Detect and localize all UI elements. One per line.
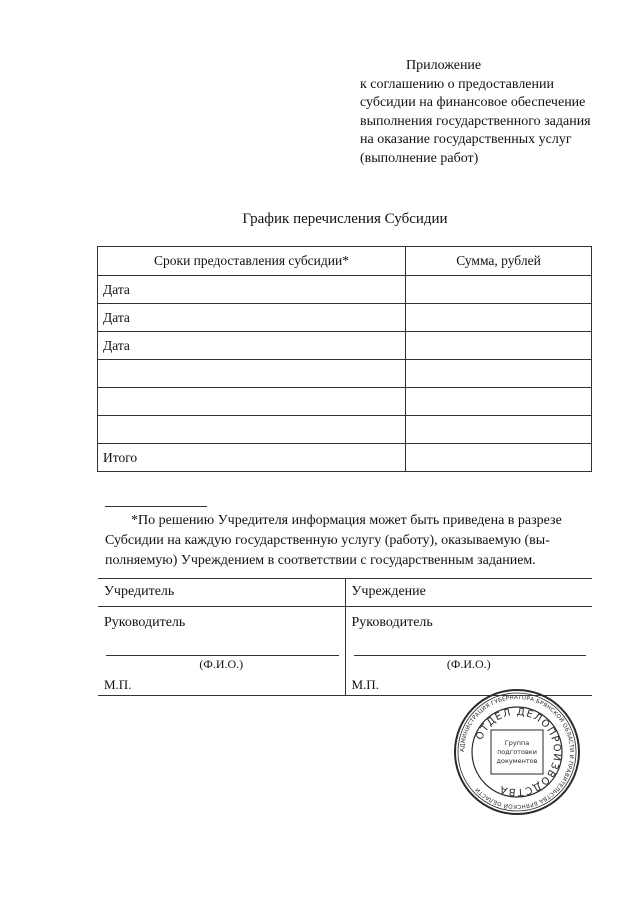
official-stamp: [453, 688, 581, 816]
appendix-line: к соглашению о предоставлении: [360, 76, 554, 92]
amount-cell: [406, 416, 592, 444]
institution-signature-cell: [345, 607, 592, 696]
founder-label: Учредитель: [104, 584, 175, 599]
amount-cell: [406, 360, 592, 388]
appendix-title: Приложение: [406, 58, 482, 73]
amount-cell: [406, 388, 592, 416]
institution-cell: [345, 579, 592, 607]
appendix-line: выполнения государственного задания: [360, 113, 591, 129]
document-title: График перечисления Субсидии: [242, 211, 448, 227]
table-row: [98, 304, 592, 332]
footnote-line: полняемую) Учреждением в соответствии с государственным заданием.: [105, 553, 536, 568]
term-cell: Дата: [98, 332, 406, 360]
institution-seal-place: М.П.: [351, 677, 379, 692]
stamp-seal-graphic: [453, 688, 581, 816]
founder-fio-caption: (Ф.И.О.): [199, 657, 244, 671]
founder-head-label: Руководитель: [104, 615, 186, 630]
term-cell: [98, 360, 406, 388]
founder-cell: [98, 579, 345, 607]
footnote: [105, 511, 592, 571]
svg-text:АДМИНИСТРАЦИЯ ГУБЕРНАТОРА БРЯН: АДМИНИСТРАЦИЯ ГУБЕРНАТОРА БРЯНСКОЙ ОБЛАСТИ И ПРАВИТЕЛЬСТВА БРЯНСКОЙ ОБЛАСТИ: [459, 694, 575, 810]
amount-cell: [406, 304, 592, 332]
founder-signature-line: [106, 655, 339, 656]
total-label: Итого: [98, 444, 406, 472]
svg-text:документов: документов: [496, 757, 538, 765]
signature-row: [98, 607, 592, 696]
total-amount-cell: [406, 444, 592, 472]
founder-signature-cell: [98, 607, 345, 696]
institution-head-label: Руководитель: [351, 615, 433, 630]
appendix-line: на оказание государственных услуг: [360, 132, 572, 147]
signatures-table: [98, 578, 592, 696]
table-header-row: [98, 247, 592, 276]
table-row: [98, 416, 592, 444]
svg-text:подготовки: подготовки: [497, 748, 537, 756]
table-row: [98, 388, 592, 416]
header-amount: Сумма, рублей: [406, 247, 592, 276]
parties-row: [98, 579, 592, 607]
total-row: [98, 444, 592, 472]
term-cell: Дата: [98, 304, 406, 332]
term-cell: Дата: [98, 276, 406, 304]
table-row: [98, 332, 592, 360]
institution-fio-caption: (Ф.И.О.): [446, 657, 491, 671]
term-cell: [98, 388, 406, 416]
svg-text:Группа: Группа: [504, 739, 530, 747]
payment-schedule-table: [97, 246, 592, 472]
appendix-header: [360, 57, 620, 168]
term-cell: [98, 416, 406, 444]
appendix-line: (выполнение работ): [360, 150, 479, 166]
svg-text:ОТДЕЛ ДЕЛОПРОИЗВОДСТВА: ОТДЕЛ ДЕЛОПРОИЗВОДСТВА: [474, 706, 563, 798]
table-row: [98, 360, 592, 388]
amount-cell: [406, 332, 592, 360]
footnote-line: *По решению Учредителя информация может быть приведена в разрезе: [131, 513, 562, 528]
header-term: Сроки предоставления субсидии*: [98, 247, 406, 276]
amount-cell: [406, 276, 592, 304]
founder-seal-place: М.П.: [104, 677, 132, 692]
appendix-line: субсидии на финансовое обеспечение: [360, 95, 586, 110]
footnote-separator: [105, 506, 207, 507]
footnote-line: Субсидии на каждую государственную услугу (работу), оказываемую (вы-: [105, 533, 550, 548]
institution-label: Учреждение: [351, 584, 426, 599]
institution-signature-line: [354, 655, 587, 656]
table-row: [98, 276, 592, 304]
